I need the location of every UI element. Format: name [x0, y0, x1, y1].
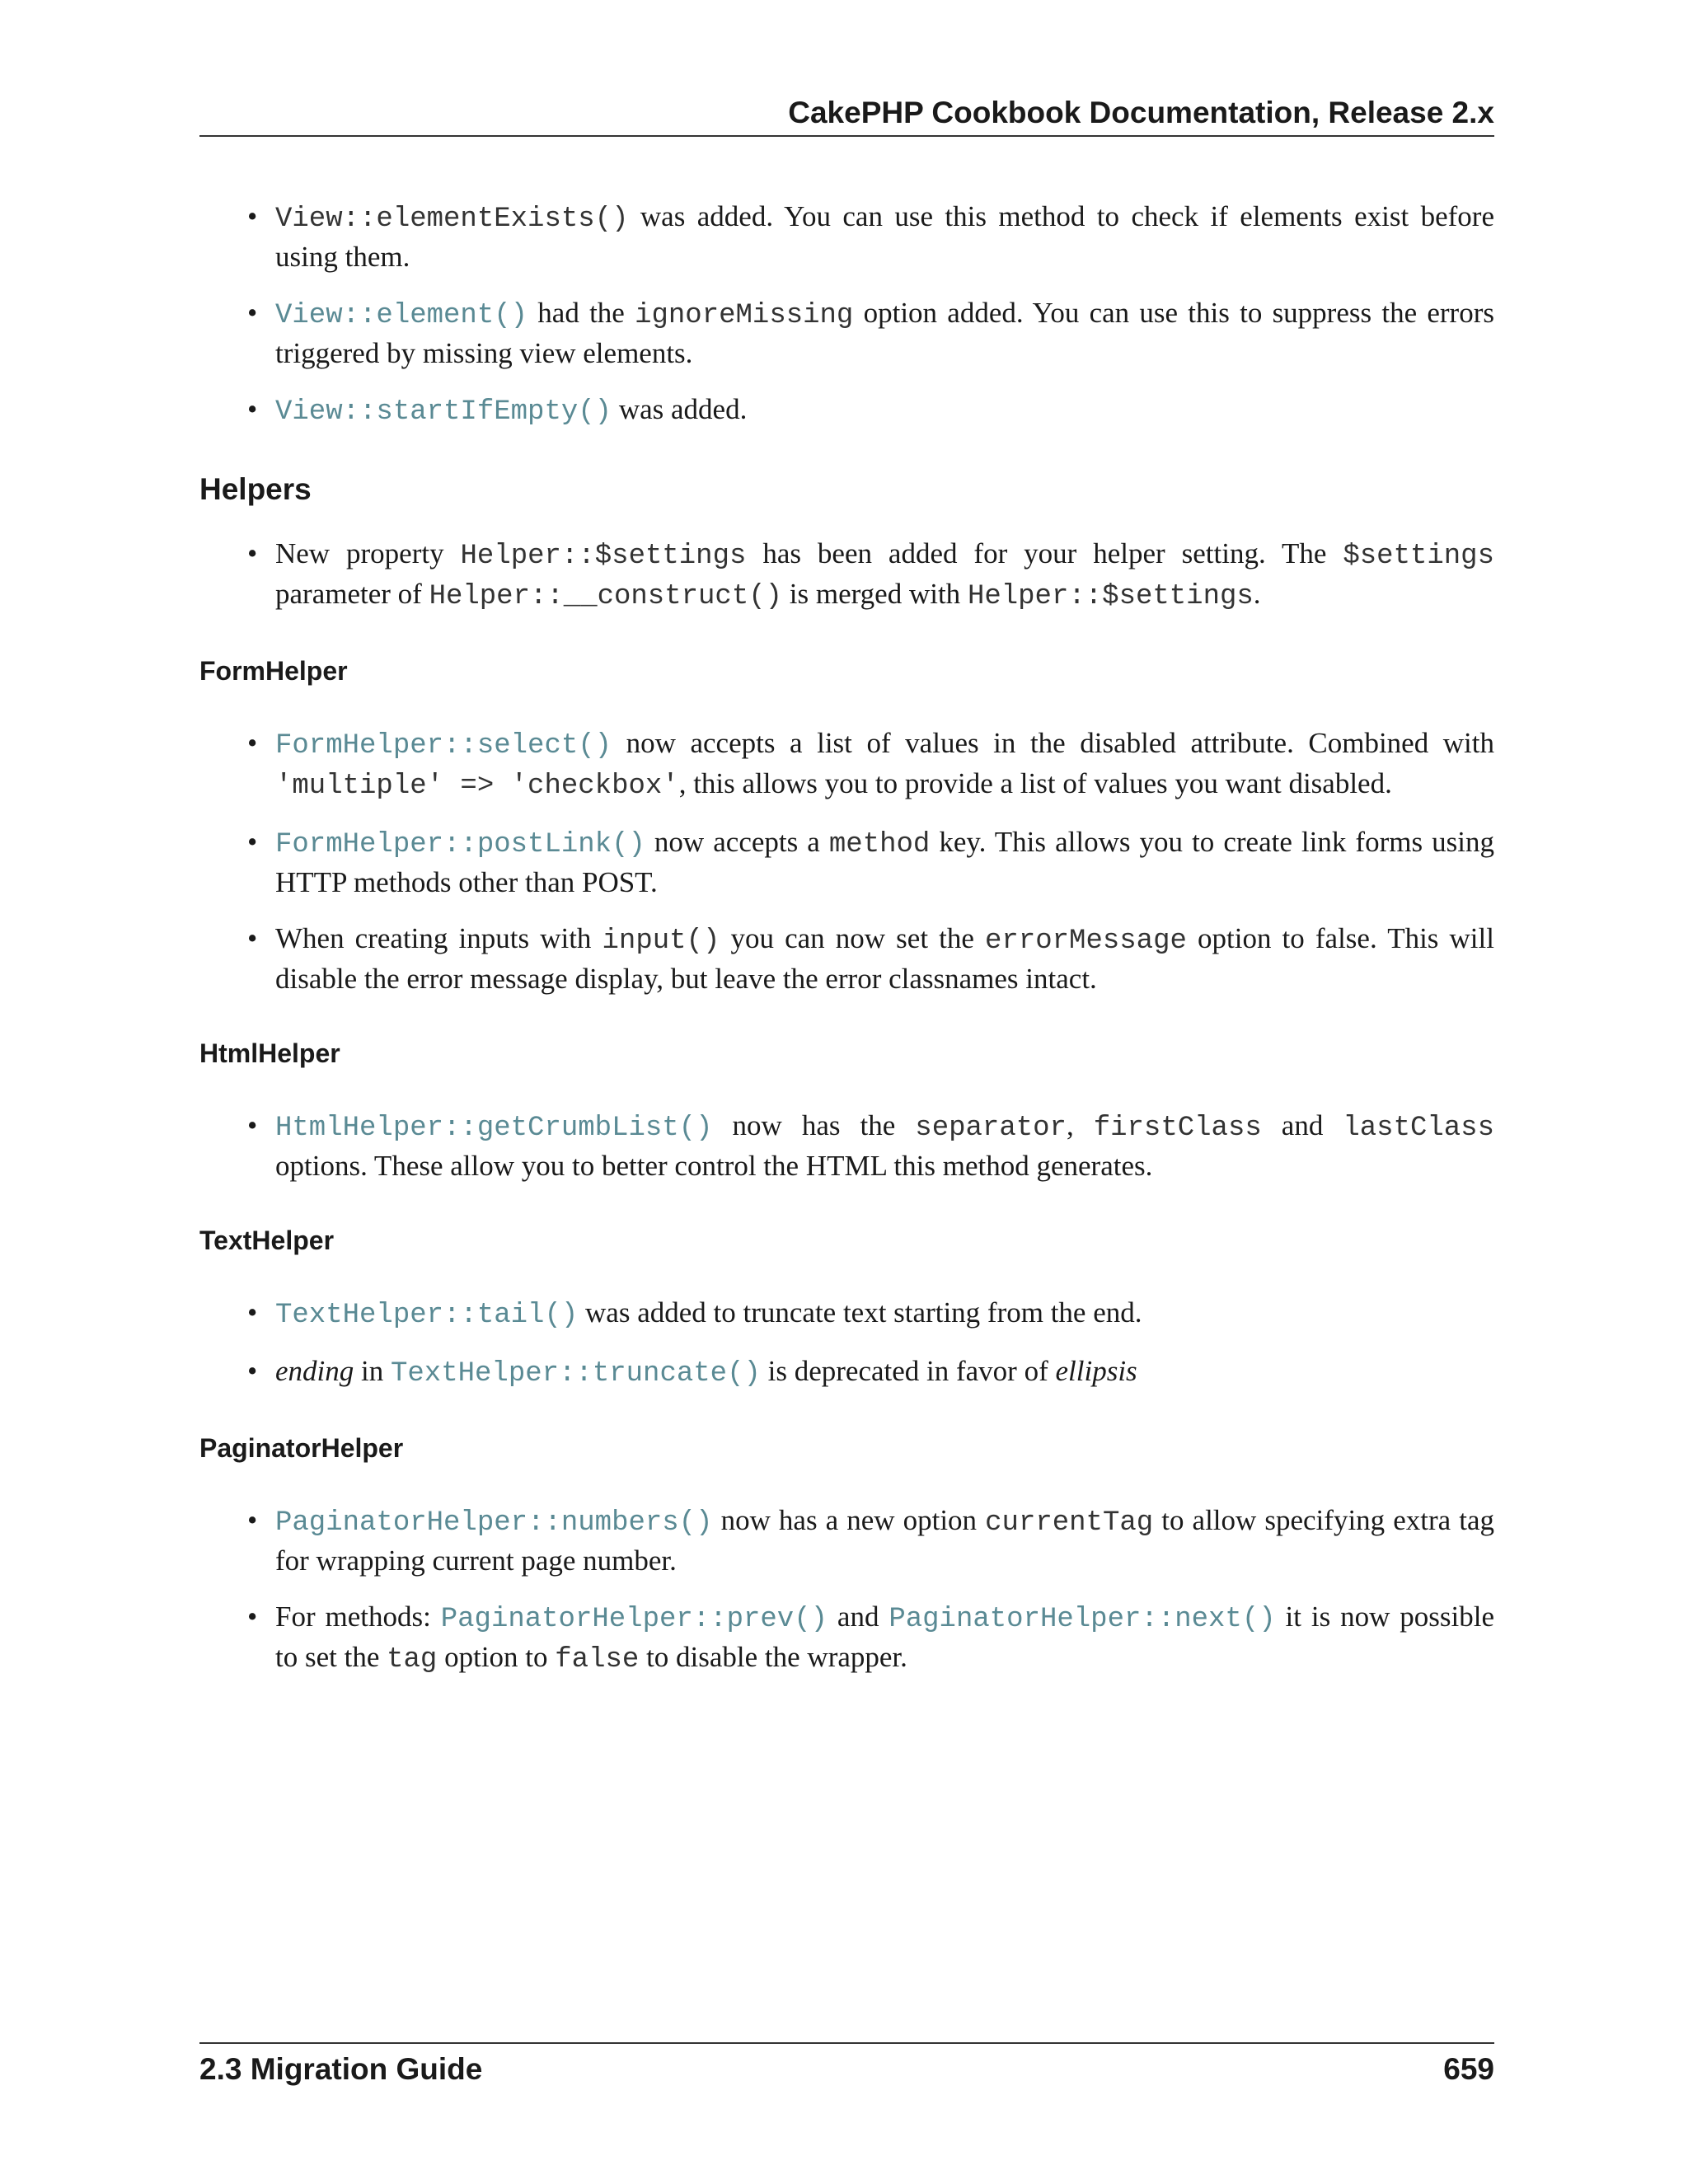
inline-code: ignoreMissing — [635, 300, 854, 331]
api-link[interactable]: TextHelper::truncate() — [391, 1358, 761, 1390]
api-link[interactable]: FormHelper::select() — [275, 730, 612, 762]
inline-code: 'multiple' => 'checkbox' — [275, 771, 679, 802]
header-title: CakePHP Cookbook Documentation, Release 2.x — [788, 96, 1494, 129]
inline-code: separator — [915, 1113, 1067, 1144]
page-content — [199, 198, 1494, 1697]
api-link[interactable]: PaginatorHelper::numbers() — [275, 1507, 713, 1539]
api-link[interactable]: View::startIfEmpty() — [275, 396, 612, 428]
footer-section-title: 2.3 Migration Guide — [199, 2052, 483, 2086]
inline-code: currentTag — [985, 1507, 1154, 1539]
api-link[interactable]: HtmlHelper::getCrumbList() — [275, 1113, 713, 1144]
inline-code: input() — [602, 926, 720, 957]
list-item: • ending in TextHelper::truncate() is deprecated in favor of ellipsis — [275, 1352, 1494, 1393]
subsection-heading-texthelper: TextHelper — [199, 1226, 335, 1255]
paginatorhelper-list — [199, 1502, 1494, 1679]
api-link[interactable]: View::element() — [275, 300, 528, 331]
view-changes-list — [199, 198, 1494, 431]
list-item: • HtmlHelper::getCrumbList() now has the separator, firstClass and lastClass options. These allow you to better control the HTML this method generates. — [275, 1107, 1494, 1185]
api-link[interactable]: PaginatorHelper::next() — [889, 1604, 1276, 1635]
api-link[interactable]: FormHelper::postLink() — [275, 829, 645, 860]
list-item: • When creating inputs with input() you can now set the errorMessage option to false. This will disable the error message display, but leave the error classnames intact. — [275, 920, 1494, 998]
formhelper-list — [199, 724, 1494, 998]
inline-code: $settings — [1343, 541, 1494, 572]
page-number: 659 — [1443, 2052, 1494, 2086]
htmlhelper-list — [199, 1107, 1494, 1185]
list-item: • View::startIfEmpty() was added. — [275, 391, 1494, 431]
inline-code: errorMessage — [985, 926, 1187, 957]
inline-code: firstClass — [1093, 1113, 1262, 1144]
subsection-heading-formhelper: FormHelper — [199, 656, 348, 686]
section-heading-helpers: Helpers — [199, 472, 312, 506]
subsection-heading-htmlhelper: HtmlHelper — [199, 1038, 340, 1068]
list-item: • PaginatorHelper::numbers() now has a new option currentTag to allow specifying extra tag for wrapping current page number. — [275, 1502, 1494, 1580]
inline-code: tag — [387, 1644, 438, 1675]
emphasis-text: ellipsis — [1055, 1355, 1137, 1387]
subsection-heading-paginatorhelper: PaginatorHelper — [199, 1433, 404, 1463]
inline-code: Helper::__construct() — [429, 581, 783, 612]
inline-code: Helper::$settings — [460, 541, 747, 572]
inline-code: View::elementExists() — [275, 204, 629, 235]
inline-code: Helper::$settings — [967, 581, 1254, 612]
helpers-list — [199, 535, 1494, 616]
list-item: • For methods: PaginatorHelper::prev() and PaginatorHelper::next() it is now possible to set the tag option to false to disable the wrapper. — [275, 1598, 1494, 1679]
texthelper-list — [199, 1294, 1494, 1393]
page-header — [199, 92, 1494, 137]
inline-code: lastClass — [1343, 1113, 1494, 1144]
api-link[interactable]: PaginatorHelper::prev() — [440, 1604, 828, 1635]
inline-code: false — [555, 1644, 640, 1675]
list-item: • FormHelper::postLink() now accepts a method key. This allows you to create link forms using HTTP methods other than POST. — [275, 823, 1494, 902]
emphasis-text: ending — [275, 1355, 354, 1387]
list-item: • View::element() had the ignoreMissing option added. You can use this to suppress the errors triggered by missing view elements. — [275, 294, 1494, 373]
list-item: • New property Helper::$settings has been added for your helper setting. The $settings parameter of Helper::__construct() is merged with Helper::$settings. — [275, 535, 1494, 616]
list-item: • TextHelper::tail() was added to truncate text starting from the end. — [275, 1294, 1494, 1334]
list-item: • View::elementExists() was added. You can use this method to check if elements exist before using them. — [275, 198, 1494, 276]
api-link[interactable]: TextHelper::tail() — [275, 1300, 579, 1331]
list-item: • FormHelper::select() now accepts a list of values in the disabled attribute. Combined with 'multiple' => 'checkbox', this allows you to provide a list of values you want disabled. — [275, 724, 1494, 805]
page-footer — [199, 2042, 1494, 2093]
inline-code: method — [828, 829, 931, 860]
